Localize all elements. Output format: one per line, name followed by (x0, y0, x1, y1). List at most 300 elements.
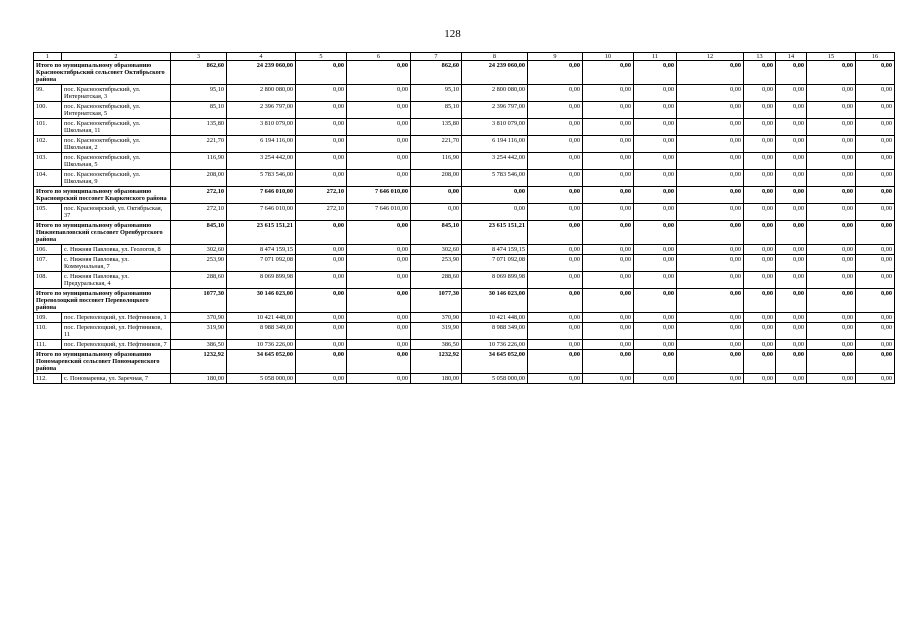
cell-value: 0,00 (347, 323, 411, 340)
cell-value: 135,80 (411, 119, 462, 136)
cell-value: 0,00 (744, 85, 776, 102)
cell-value: 0,00 (528, 313, 583, 323)
cell-value: 1077,30 (411, 289, 462, 313)
cell-value: 5 783 546,00 (227, 170, 296, 187)
table-row (34, 245, 895, 255)
cell-value: 0,00 (528, 102, 583, 119)
cell-value: 0,00 (744, 255, 776, 272)
cell-value: 1232,92 (411, 350, 462, 374)
cell-value: 0,00 (347, 102, 411, 119)
cell-value: 0,00 (776, 221, 807, 245)
cell-value: 85,10 (411, 102, 462, 119)
subtotal-label: Итого по муниципальному образованию Краснооктябрьский сельсовет Октябрьского района (34, 61, 171, 85)
cell-value: 10 421 448,00 (462, 313, 528, 323)
cell-value: 0,00 (807, 272, 856, 289)
cell-value: 0,00 (776, 313, 807, 323)
cell-value: 0,00 (744, 323, 776, 340)
cell-value: 0,00 (807, 245, 856, 255)
cell-value: 0,00 (776, 340, 807, 350)
cell-value: 0,00 (528, 272, 583, 289)
cell-value: 0,00 (856, 61, 895, 85)
cell-value: 0,00 (776, 374, 807, 384)
cell-value: 7 646 010,00 (227, 204, 296, 221)
cell-value: 0,00 (462, 204, 528, 221)
cell-value: 0,00 (583, 289, 634, 313)
cell-value: 0,00 (583, 119, 634, 136)
cell-value: 0,00 (583, 350, 634, 374)
cell-value: 0,00 (634, 136, 677, 153)
cell-value: 0,00 (677, 245, 744, 255)
cell-value: 0,00 (856, 350, 895, 374)
row-address: пос. Переволоцкий, ул. Нефтяников, 1 (62, 313, 171, 323)
column-number: 12 (677, 53, 744, 61)
cell-value: 845,10 (411, 221, 462, 245)
cell-value: 8 069 899,98 (462, 272, 528, 289)
cell-value: 8 069 899,98 (227, 272, 296, 289)
cell-value: 3 810 079,00 (462, 119, 528, 136)
cell-value: 0,00 (776, 153, 807, 170)
cell-value: 0,00 (856, 289, 895, 313)
cell-value: 0,00 (744, 272, 776, 289)
cell-value: 0,00 (744, 204, 776, 221)
cell-value: 0,00 (296, 313, 347, 323)
subtotal-label: Итого по муниципальному образованию Красноярский поссовет Кваркенского района (34, 187, 171, 204)
row-number: 106. (34, 245, 62, 255)
cell-value: 0,00 (677, 102, 744, 119)
cell-value: 0,00 (583, 85, 634, 102)
cell-value: 3 810 079,00 (227, 119, 296, 136)
column-number: 5 (296, 53, 347, 61)
subtotal-row (34, 289, 895, 313)
table-row (34, 313, 895, 323)
cell-value: 0,00 (776, 85, 807, 102)
cell-value: 0,00 (462, 187, 528, 204)
cell-value: 370,90 (171, 313, 227, 323)
cell-value: 8 474 159,15 (227, 245, 296, 255)
cell-value: 0,00 (583, 153, 634, 170)
cell-value: 208,00 (411, 170, 462, 187)
row-number: 107. (34, 255, 62, 272)
cell-value: 272,10 (296, 187, 347, 204)
cell-value: 0,00 (347, 221, 411, 245)
cell-value: 0,00 (528, 61, 583, 85)
cell-value: 845,10 (171, 221, 227, 245)
cell-value: 0,00 (856, 245, 895, 255)
table-row (34, 204, 895, 221)
column-number: 10 (583, 53, 634, 61)
cell-value: 0,00 (583, 245, 634, 255)
cell-value: 116,90 (411, 153, 462, 170)
cell-value: 0,00 (528, 204, 583, 221)
cell-value: 0,00 (744, 245, 776, 255)
cell-value: 0,00 (528, 85, 583, 102)
cell-value: 0,00 (347, 255, 411, 272)
table-row (34, 153, 895, 170)
cell-value: 272,10 (171, 204, 227, 221)
column-number: 14 (776, 53, 807, 61)
subtotal-row (34, 187, 895, 204)
cell-value: 0,00 (634, 313, 677, 323)
cell-value: 0,00 (776, 136, 807, 153)
cell-value: 0,00 (347, 245, 411, 255)
cell-value: 95,10 (411, 85, 462, 102)
cell-value: 0,00 (296, 374, 347, 384)
cell-value: 0,00 (583, 255, 634, 272)
cell-value: 302,60 (171, 245, 227, 255)
cell-value: 0,00 (583, 102, 634, 119)
cell-value: 0,00 (856, 85, 895, 102)
cell-value: 0,00 (347, 374, 411, 384)
cell-value: 0,00 (856, 313, 895, 323)
cell-value: 0,00 (528, 350, 583, 374)
cell-value: 0,00 (677, 374, 744, 384)
cell-value: 0,00 (856, 374, 895, 384)
row-address: с. Нижняя Павловка, ул. Коммунальная, 7 (62, 255, 171, 272)
table-row (34, 85, 895, 102)
cell-value: 0,00 (528, 119, 583, 136)
cell-value: 288,60 (411, 272, 462, 289)
cell-value: 0,00 (677, 221, 744, 245)
cell-value: 0,00 (677, 85, 744, 102)
table-row (34, 119, 895, 136)
page-number: 128 (444, 28, 461, 40)
column-number: 13 (744, 53, 776, 61)
cell-value: 0,00 (776, 272, 807, 289)
cell-value: 0,00 (744, 153, 776, 170)
cell-value: 0,00 (347, 350, 411, 374)
cell-value: 0,00 (528, 170, 583, 187)
column-number: 7 (411, 53, 462, 61)
row-number: 108. (34, 272, 62, 289)
cell-value: 0,00 (744, 119, 776, 136)
cell-value: 862,60 (411, 61, 462, 85)
cell-value: 95,10 (171, 85, 227, 102)
cell-value: 180,00 (411, 374, 462, 384)
cell-value: 0,00 (634, 340, 677, 350)
cell-value: 0,00 (634, 204, 677, 221)
cell-value: 0,00 (677, 187, 744, 204)
table-row (34, 340, 895, 350)
cell-value: 0,00 (296, 245, 347, 255)
cell-value: 34 645 052,00 (227, 350, 296, 374)
table-row (34, 102, 895, 119)
cell-value: 0,00 (583, 204, 634, 221)
cell-value: 0,00 (296, 85, 347, 102)
capital-repair-table (33, 52, 895, 384)
cell-value: 0,00 (677, 153, 744, 170)
cell-value: 0,00 (528, 340, 583, 350)
cell-value: 0,00 (634, 245, 677, 255)
cell-value: 8 474 159,15 (462, 245, 528, 255)
cell-value: 0,00 (528, 153, 583, 170)
cell-value: 0,00 (856, 119, 895, 136)
subtotal-label: Итого по муниципальному образованию Нижнепавловский сельсовет Оренбургского района (34, 221, 171, 245)
cell-value: 0,00 (807, 119, 856, 136)
cell-value: 253,90 (411, 255, 462, 272)
cell-value: 253,90 (171, 255, 227, 272)
cell-value: 0,00 (776, 170, 807, 187)
cell-value: 0,00 (528, 323, 583, 340)
row-address: пос. Красноярский, ул. Октябрьская, 37 (62, 204, 171, 221)
cell-value: 319,90 (171, 323, 227, 340)
cell-value: 0,00 (634, 255, 677, 272)
cell-value: 7 646 010,00 (347, 187, 411, 204)
row-address: пос. Краснооктябрьский, ул. Школьная, 9 (62, 170, 171, 187)
cell-value: 0,00 (347, 85, 411, 102)
cell-value: 0,00 (776, 102, 807, 119)
row-number: 99. (34, 85, 62, 102)
cell-value: 0,00 (296, 340, 347, 350)
cell-value: 135,80 (171, 119, 227, 136)
cell-value: 24 239 060,00 (462, 61, 528, 85)
cell-value: 0,00 (776, 245, 807, 255)
column-number: 1 (34, 53, 62, 61)
cell-value: 7 071 092,08 (462, 255, 528, 272)
cell-value: 272,10 (171, 187, 227, 204)
row-number: 102. (34, 136, 62, 153)
table-row (34, 170, 895, 187)
cell-value: 0,00 (411, 187, 462, 204)
cell-value: 0,00 (677, 289, 744, 313)
row-number: 103. (34, 153, 62, 170)
cell-value: 0,00 (634, 221, 677, 245)
cell-value: 0,00 (807, 221, 856, 245)
cell-value: 34 645 052,00 (462, 350, 528, 374)
cell-value: 0,00 (807, 204, 856, 221)
cell-value: 0,00 (296, 323, 347, 340)
row-address: пос. Переволоцкий, ул. Нефтяников, 11 (62, 323, 171, 340)
cell-value: 0,00 (856, 221, 895, 245)
cell-value: 0,00 (776, 61, 807, 85)
cell-value: 0,00 (634, 272, 677, 289)
cell-value: 0,00 (744, 170, 776, 187)
row-address: пос. Краснооктябрьский, ул. Школьная, 2 (62, 136, 171, 153)
cell-value: 0,00 (347, 313, 411, 323)
row-number: 110. (34, 323, 62, 340)
cell-value: 0,00 (776, 289, 807, 313)
subtotal-row (34, 350, 895, 374)
cell-value: 0,00 (634, 85, 677, 102)
cell-value: 0,00 (807, 323, 856, 340)
cell-value: 0,00 (583, 323, 634, 340)
table-row (34, 323, 895, 340)
cell-value: 0,00 (528, 255, 583, 272)
cell-value: 0,00 (583, 61, 634, 85)
cell-value: 0,00 (296, 102, 347, 119)
column-number: 8 (462, 53, 528, 61)
row-address: с. Нижняя Павловка, ул. Предуральская, 4 (62, 272, 171, 289)
cell-value: 0,00 (677, 313, 744, 323)
cell-value: 0,00 (583, 313, 634, 323)
cell-value: 2 800 080,00 (462, 85, 528, 102)
cell-value: 862,60 (171, 61, 227, 85)
cell-value: 2 396 797,00 (462, 102, 528, 119)
subtotal-row (34, 221, 895, 245)
cell-value: 0,00 (856, 170, 895, 187)
cell-value: 0,00 (856, 102, 895, 119)
cell-value: 7 071 092,08 (227, 255, 296, 272)
cell-value: 0,00 (634, 102, 677, 119)
cell-value: 0,00 (744, 221, 776, 245)
cell-value: 0,00 (528, 374, 583, 384)
cell-value: 0,00 (583, 221, 634, 245)
cell-value: 0,00 (634, 61, 677, 85)
cell-value: 6 194 116,00 (227, 136, 296, 153)
cell-value: 0,00 (296, 289, 347, 313)
cell-value: 0,00 (528, 245, 583, 255)
row-number: 100. (34, 102, 62, 119)
cell-value: 0,00 (807, 313, 856, 323)
cell-value: 0,00 (744, 102, 776, 119)
cell-value: 23 615 151,21 (227, 221, 296, 245)
cell-value: 319,90 (411, 323, 462, 340)
cell-value: 0,00 (677, 350, 744, 374)
cell-value: 370,90 (411, 313, 462, 323)
cell-value: 2 800 080,00 (227, 85, 296, 102)
cell-value: 0,00 (528, 289, 583, 313)
cell-value: 0,00 (776, 350, 807, 374)
cell-value: 0,00 (677, 119, 744, 136)
cell-value: 0,00 (856, 340, 895, 350)
column-number: 6 (347, 53, 411, 61)
cell-value: 0,00 (296, 136, 347, 153)
cell-value: 0,00 (347, 289, 411, 313)
cell-value: 0,00 (776, 119, 807, 136)
column-number: 15 (807, 53, 856, 61)
cell-value: 0,00 (807, 255, 856, 272)
cell-value: 386,50 (171, 340, 227, 350)
cell-value: 0,00 (296, 350, 347, 374)
subtotal-label: Итого по муниципальному образованию Пономаревский сельсовет Пономаревского района (34, 350, 171, 374)
cell-value: 30 146 023,00 (227, 289, 296, 313)
cell-value: 0,00 (744, 289, 776, 313)
cell-value: 0,00 (807, 153, 856, 170)
row-address: с. Пономаревка, ул. Заречная, 7 (62, 374, 171, 384)
column-number: 11 (634, 53, 677, 61)
row-address: пос. Краснооктябрьский, ул. Школьная, 5 (62, 153, 171, 170)
cell-value: 0,00 (528, 221, 583, 245)
column-number: 2 (62, 53, 171, 61)
cell-value: 0,00 (807, 170, 856, 187)
cell-value: 0,00 (347, 340, 411, 350)
cell-value: 0,00 (296, 61, 347, 85)
cell-value: 0,00 (744, 350, 776, 374)
cell-value: 0,00 (583, 187, 634, 204)
table-row (34, 136, 895, 153)
cell-value: 24 239 060,00 (227, 61, 296, 85)
cell-value: 30 146 023,00 (462, 289, 528, 313)
column-number-row (34, 53, 895, 61)
cell-value: 180,00 (171, 374, 227, 384)
row-number: 111. (34, 340, 62, 350)
cell-value: 0,00 (583, 374, 634, 384)
table-row (34, 255, 895, 272)
column-number: 4 (227, 53, 296, 61)
cell-value: 0,00 (583, 136, 634, 153)
cell-value: 0,00 (347, 170, 411, 187)
cell-value: 0,00 (776, 187, 807, 204)
cell-value: 0,00 (634, 170, 677, 187)
cell-value: 0,00 (807, 374, 856, 384)
cell-value: 0,00 (296, 272, 347, 289)
cell-value: 0,00 (347, 272, 411, 289)
cell-value: 221,70 (411, 136, 462, 153)
cell-value: 0,00 (634, 323, 677, 340)
cell-value: 0,00 (856, 323, 895, 340)
cell-value: 0,00 (856, 204, 895, 221)
cell-value: 0,00 (856, 136, 895, 153)
cell-value: 5 058 000,00 (227, 374, 296, 384)
cell-value: 0,00 (528, 136, 583, 153)
cell-value: 0,00 (411, 204, 462, 221)
cell-value: 10 421 448,00 (227, 313, 296, 323)
cell-value: 5 058 000,00 (462, 374, 528, 384)
cell-value: 0,00 (776, 255, 807, 272)
cell-value: 0,00 (296, 170, 347, 187)
cell-value: 0,00 (807, 61, 856, 85)
cell-value: 0,00 (583, 170, 634, 187)
cell-value: 221,70 (171, 136, 227, 153)
cell-value: 0,00 (583, 272, 634, 289)
cell-value: 0,00 (583, 340, 634, 350)
row-number: 109. (34, 313, 62, 323)
cell-value: 8 988 349,00 (462, 323, 528, 340)
cell-value: 6 194 116,00 (462, 136, 528, 153)
cell-value: 3 254 442,00 (227, 153, 296, 170)
cell-value: 0,00 (347, 136, 411, 153)
cell-value: 0,00 (744, 374, 776, 384)
cell-value: 0,00 (296, 119, 347, 136)
cell-value: 0,00 (807, 187, 856, 204)
cell-value: 23 615 151,21 (462, 221, 528, 245)
cell-value: 0,00 (677, 255, 744, 272)
cell-value: 0,00 (634, 350, 677, 374)
cell-value: 272,10 (296, 204, 347, 221)
cell-value: 0,00 (634, 187, 677, 204)
cell-value: 0,00 (677, 204, 744, 221)
cell-value: 0,00 (744, 313, 776, 323)
subtotal-row (34, 61, 895, 85)
cell-value: 8 988 349,00 (227, 323, 296, 340)
cell-value: 208,00 (171, 170, 227, 187)
cell-value: 0,00 (856, 272, 895, 289)
cell-value: 0,00 (677, 340, 744, 350)
row-number: 104. (34, 170, 62, 187)
cell-value: 0,00 (677, 170, 744, 187)
cell-value: 0,00 (744, 136, 776, 153)
cell-value: 0,00 (807, 289, 856, 313)
cell-value: 0,00 (677, 61, 744, 85)
cell-value: 0,00 (856, 187, 895, 204)
cell-value: 0,00 (296, 255, 347, 272)
table-row (34, 272, 895, 289)
cell-value: 0,00 (347, 119, 411, 136)
cell-value: 0,00 (677, 136, 744, 153)
cell-value: 0,00 (856, 255, 895, 272)
cell-value: 85,10 (171, 102, 227, 119)
cell-value: 0,00 (296, 153, 347, 170)
cell-value: 0,00 (744, 61, 776, 85)
cell-value: 7 646 010,00 (227, 187, 296, 204)
cell-value: 0,00 (677, 323, 744, 340)
cell-value: 1077,30 (171, 289, 227, 313)
row-address: пос. Краснооктябрьский, ул. Интернатская, 3 (62, 85, 171, 102)
cell-value: 0,00 (296, 221, 347, 245)
cell-value: 0,00 (744, 340, 776, 350)
cell-value: 2 396 797,00 (227, 102, 296, 119)
cell-value: 5 783 546,00 (462, 170, 528, 187)
row-address: пос. Краснооктябрьский, ул. Интернатская, 5 (62, 102, 171, 119)
